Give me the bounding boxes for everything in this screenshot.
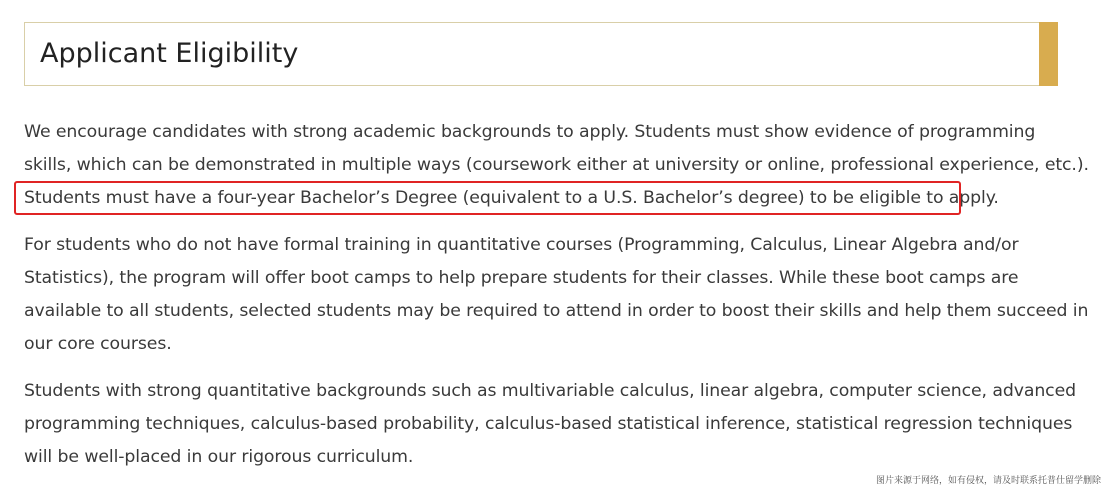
eligibility-content <box>24 116 1089 474</box>
bachelor-degree-requirement: Students must have a four-year Bachelor’s Degree (equivalent to a U.S. Bachelor’s degree) to be eligible to apply. <box>24 188 999 208</box>
paragraph-line: Statistics), the program will offer boot camps to help prepare students for their classes. While these boot camps are <box>24 268 1019 288</box>
paragraph-line: available to all students, selected students may be required to attend in order to boost their skills and help them succeed in <box>24 301 1089 321</box>
paragraph-line: Students with strong quantitative backgrounds such as multivariable calculus, linear algebra, computer science, advanced <box>24 381 1076 401</box>
paragraph-line: For students who do not have formal training in quantitative courses (Programming, Calculus, Linear Algebra and/or <box>24 235 1019 255</box>
paragraph-line: our core courses. <box>24 334 172 354</box>
paragraph-line: skills, which can be demonstrated in multiple ways (coursework either at university or online, professional experience, etc.). <box>24 155 1089 175</box>
paragraph-programming-skills <box>24 116 1089 215</box>
page-title: Applicant Eligibility <box>40 38 299 69</box>
paragraph-boot-camps <box>24 229 1089 361</box>
paragraph-quantitative-backgrounds <box>24 375 1076 474</box>
watermark-text: 图片来源于网络，如有侵权，请及时联系托普仕留学删除 <box>875 476 1101 486</box>
paragraph-line: will be well-placed in our rigorous curriculum. <box>24 447 414 467</box>
paragraph-line: programming techniques, calculus-based probability, calculus-based statistical inference, statistical regression techniques <box>24 414 1073 434</box>
header-accent-bar <box>1039 22 1058 86</box>
section-header <box>24 22 1058 86</box>
paragraph-line: We encourage candidates with strong academic backgrounds to apply. Students must show evidence of programming <box>24 122 1036 142</box>
